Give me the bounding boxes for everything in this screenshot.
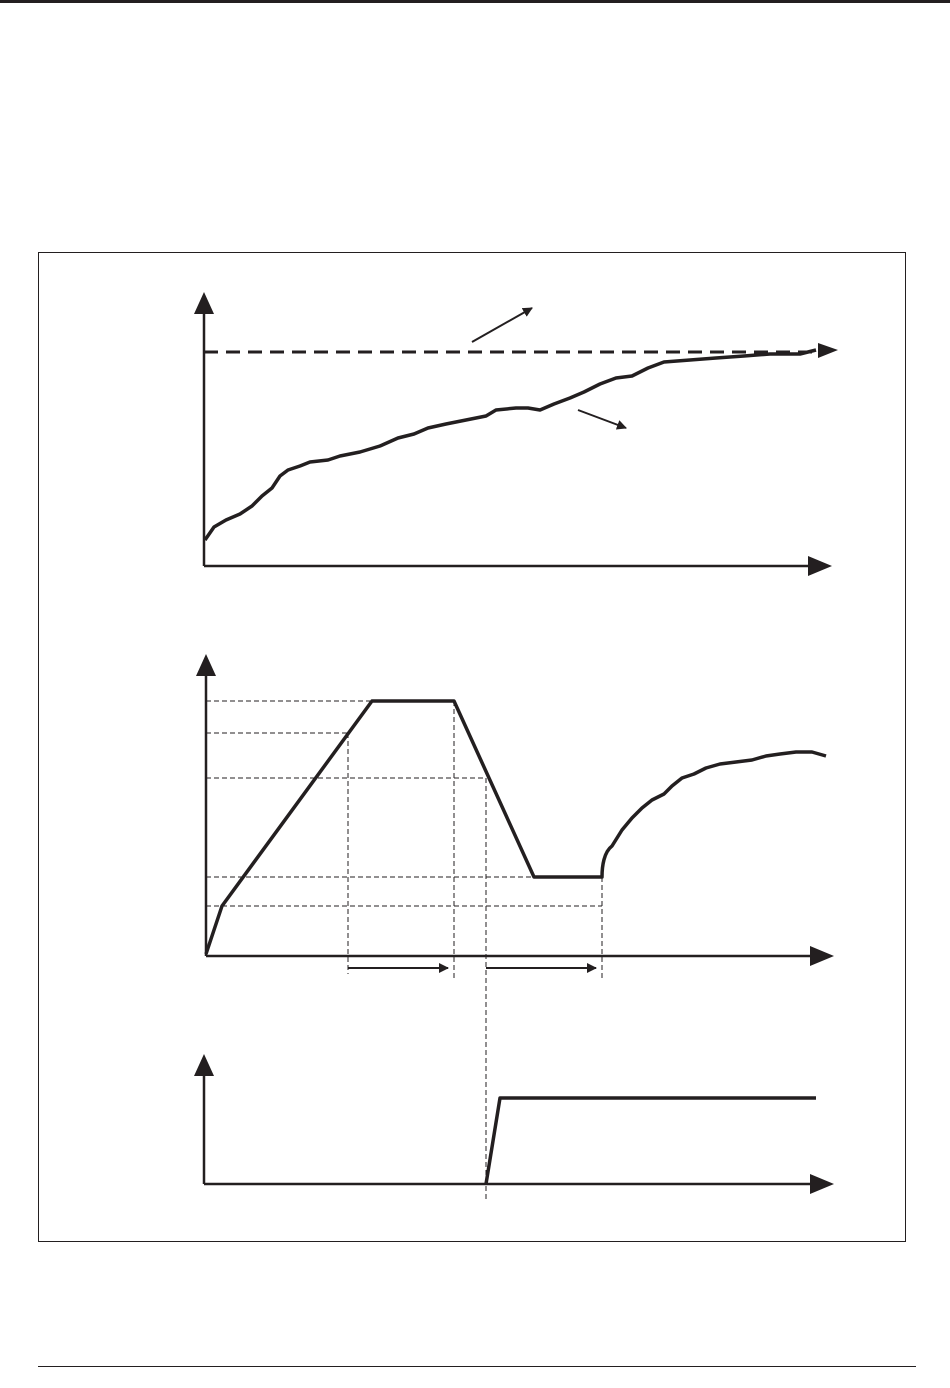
middle-x-axis-arrowhead [810,946,834,966]
temperature-profile-curve [206,701,826,954]
bottom-y-axis-arrowhead [194,1054,214,1076]
middle-y-axis-arrowhead [196,654,216,676]
top-panel [194,292,838,576]
curve-pointer-arrow [578,410,626,428]
setpoint-pointer-arrow [472,308,532,342]
bottom-panel [194,1054,834,1194]
step-signal-curve [486,1098,816,1184]
setpoint-arrowhead [818,343,838,358]
top-x-axis-arrowhead [808,556,832,576]
top-y-axis-arrowhead [194,292,214,314]
bottom-page-rule [38,1366,916,1367]
rising-process-curve [205,350,816,540]
middle-panel [196,654,834,1200]
bottom-x-axis-arrowhead [810,1174,834,1194]
